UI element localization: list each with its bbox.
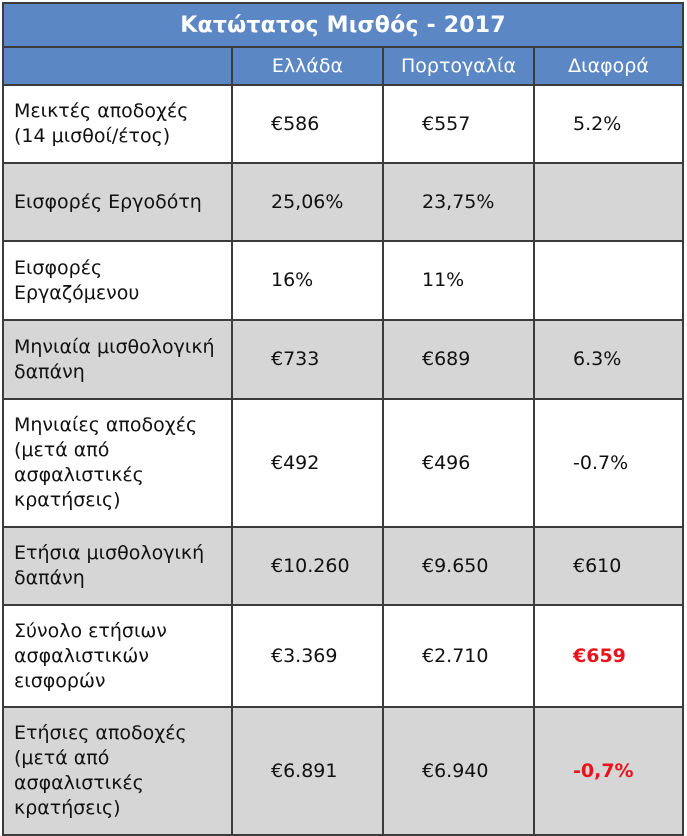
table-row	[3, 399, 683, 527]
header-greece: Ελλάδα	[232, 47, 383, 85]
row-label: Εισφορές Εργοδότη	[3, 163, 232, 241]
table-row	[3, 163, 683, 241]
header-difference: Διαφορά	[534, 47, 683, 85]
table-row	[3, 527, 683, 605]
row-label: Εισφορές Εργαζόμενου	[3, 241, 232, 320]
row-label: Μηνιαία μισθολογική δαπάνη	[3, 320, 232, 399]
difference-value-highlighted: -0,7%	[534, 707, 683, 835]
title-row	[3, 3, 683, 47]
portugal-value: 23,75%	[383, 163, 534, 241]
difference-value	[534, 241, 683, 320]
table-row	[3, 320, 683, 399]
header-empty	[3, 47, 232, 85]
greece-value: €10.260	[232, 527, 383, 605]
table-row	[3, 241, 683, 320]
portugal-value: €689	[383, 320, 534, 399]
header-portugal: Πορτογαλία	[383, 47, 534, 85]
portugal-value: €557	[383, 85, 534, 163]
difference-value: 6.3%	[534, 320, 683, 399]
portugal-value: €2.710	[383, 605, 534, 707]
greece-value: €733	[232, 320, 383, 399]
table-row	[3, 707, 683, 835]
portugal-value: €9.650	[383, 527, 534, 605]
difference-value	[534, 163, 683, 241]
greece-value: 25,06%	[232, 163, 383, 241]
difference-value: 5.2%	[534, 85, 683, 163]
row-label: Μεικτές αποδοχές (14 μισθοί/έτος)	[3, 85, 232, 163]
difference-value: €610	[534, 527, 683, 605]
portugal-value: 11%	[383, 241, 534, 320]
table-row	[3, 85, 683, 163]
portugal-value: €6.940	[383, 707, 534, 835]
header-row	[3, 47, 683, 85]
row-label: Σύνολο ετήσιων ασφαλιστικών εισφορών	[3, 605, 232, 707]
greece-value: €492	[232, 399, 383, 527]
table-title: Κατώτατος Μισθός - 2017	[3, 3, 683, 47]
row-label: Μηνιαίες αποδοχές (μετά από ασφαλιστικές κρατήσεις)	[3, 399, 232, 527]
salary-comparison-table-wrapper	[2, 2, 682, 836]
greece-value: 16%	[232, 241, 383, 320]
portugal-value: €496	[383, 399, 534, 527]
greece-value: €3.369	[232, 605, 383, 707]
difference-value-highlighted: €659	[534, 605, 683, 707]
table-row	[3, 605, 683, 707]
greece-value: €6.891	[232, 707, 383, 835]
difference-value: -0.7%	[534, 399, 683, 527]
greece-value: €586	[232, 85, 383, 163]
row-label: Ετήσια μισθολογική δαπάνη	[3, 527, 232, 605]
minimum-wage-table	[2, 2, 684, 836]
row-label: Ετήσιες αποδοχές (μετά από ασφαλιστικές κρατήσεις)	[3, 707, 232, 835]
